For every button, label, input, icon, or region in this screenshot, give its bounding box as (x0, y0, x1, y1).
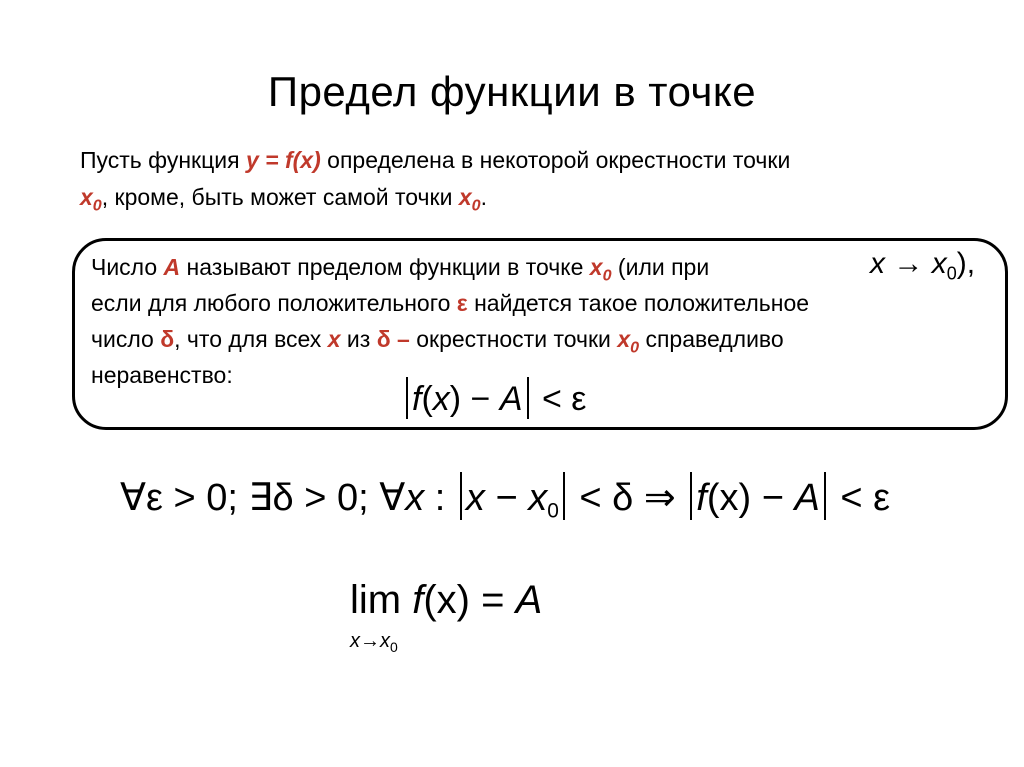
arrow-x0-sub: 0 (946, 263, 957, 284)
lim-sub-arrow: → (360, 630, 380, 652)
function-expression: y = f(x) (245, 147, 321, 173)
ineq-f: f (412, 380, 422, 418)
def-x: x (327, 326, 341, 352)
inequality (402, 377, 586, 419)
arrow-symbol: → (893, 247, 924, 280)
formula-abs-left-1 (460, 472, 462, 520)
def-x0-b (617, 326, 640, 357)
lim-sub-x: x (350, 630, 360, 652)
x0-subscript: 0 (92, 196, 102, 215)
intro-text-2: определена в некоторой окрестности точки (320, 147, 791, 173)
formula-x: x (405, 477, 425, 519)
formula-paren-x: (x) (706, 477, 752, 519)
def-p1: Число (91, 254, 164, 280)
lim-sub-0: 0 (390, 638, 398, 655)
def-p8: из (340, 326, 377, 352)
def-p7: , что для всех (174, 326, 328, 352)
lim-subscript (350, 630, 398, 653)
intro-paragraph (80, 142, 980, 216)
point-x0-second (458, 184, 481, 215)
formula-x0: x (528, 477, 548, 519)
def-p2: называют пределом функции в точке (180, 254, 590, 280)
def-x0b-sub: 0 (630, 338, 640, 357)
def-x0-var: x (589, 254, 603, 280)
def-p9: окрестности точки (409, 326, 618, 352)
x0-subscript-2: 0 (471, 196, 481, 215)
def-p10: справедливо (639, 326, 784, 352)
formula-lt-eps: < ε (829, 477, 891, 519)
formula-abs-right-1 (563, 472, 565, 520)
def-p3: (или при (611, 254, 710, 280)
definition-text (91, 249, 981, 393)
lim-eq: = (469, 578, 516, 622)
lim-arg: (x) (423, 578, 470, 622)
def-p4: если для любого положительного (91, 290, 457, 316)
def-p11: неравенство: (91, 362, 233, 388)
ineq-x: x (432, 380, 450, 418)
epsilon-delta-formula (120, 472, 891, 523)
def-x0b-var: x (617, 326, 631, 352)
def-p6: число (91, 326, 161, 352)
definition-box (72, 238, 1008, 430)
ineq-lparen: ( (421, 380, 433, 418)
lim-sub-x0: x (380, 630, 390, 652)
intro-text-4: . (480, 184, 487, 210)
formula-quantifiers: ∀ε > 0; ∃δ > 0; ∀ (120, 477, 406, 519)
ineq-A: A (499, 380, 523, 418)
lim-A: A (515, 578, 543, 622)
x0-var-2: x (458, 184, 472, 210)
ineq-rparen: ) (449, 380, 462, 418)
formula-implies: < δ ⇒ (568, 477, 687, 519)
formula-A: A (794, 477, 820, 519)
intro-text-3: , кроме, быть может самой точки (101, 184, 459, 210)
formula-x2: x (465, 477, 485, 519)
lim-f: f (412, 578, 424, 622)
def-A: A (163, 254, 181, 280)
arrow-x0: x (931, 247, 947, 280)
intro-text-1: Пусть функция (80, 147, 246, 173)
abs-bar-right (527, 377, 529, 419)
arrow-expression (870, 247, 976, 284)
formula-abs-left-2 (690, 472, 692, 520)
def-delta2: δ – (376, 326, 410, 352)
formula-x0-sub: 0 (547, 499, 559, 523)
abs-bar-left (406, 377, 408, 419)
def-x0 (589, 254, 612, 285)
slide-title: Предел функции в точке (267, 68, 757, 115)
arrow-x: x (870, 247, 885, 280)
def-x0-sub: 0 (602, 266, 612, 285)
def-p5: найдется такое положительное (467, 290, 810, 316)
def-eps: ε (456, 290, 468, 316)
formula-minus: − (484, 477, 529, 519)
arrow-close: ), (956, 247, 976, 280)
x0-var: x (80, 184, 93, 210)
def-delta: δ (160, 326, 175, 352)
ineq-lt-eps: < ε (532, 380, 587, 418)
point-x0 (80, 184, 102, 215)
formula-minus-2: − (751, 477, 795, 519)
formula-colon: : (424, 477, 456, 519)
limit-formula (350, 578, 543, 655)
formula-f: f (696, 477, 707, 519)
ineq-minus: − (461, 380, 500, 418)
formula-abs-right-2 (824, 472, 826, 520)
lim-operator: lim (350, 578, 402, 622)
